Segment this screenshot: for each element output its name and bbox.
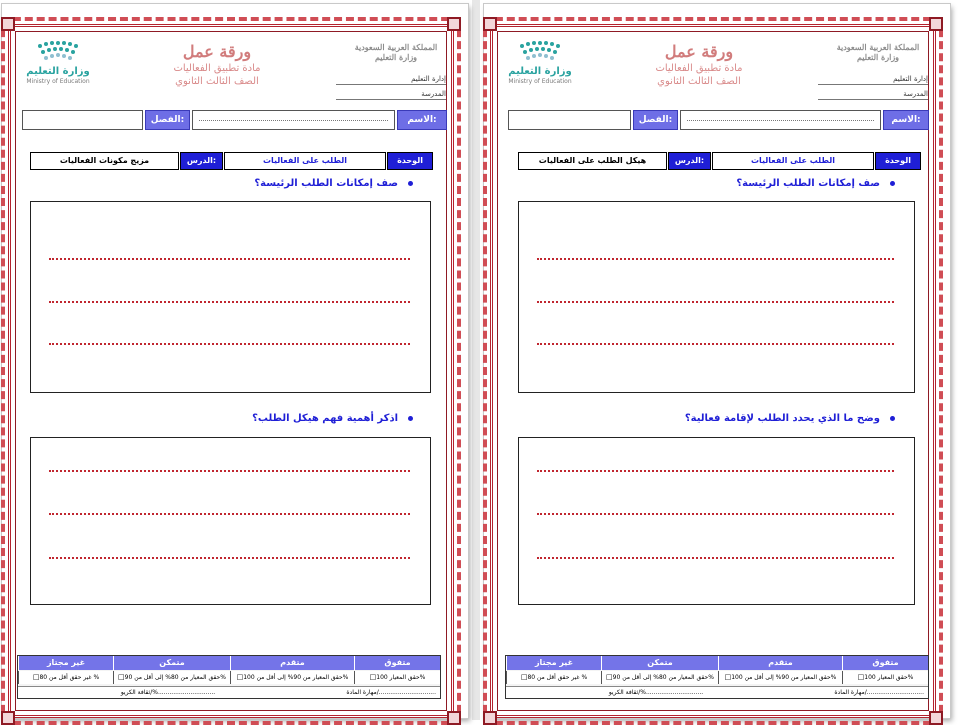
rubric-header-advanced: متقدم xyxy=(230,656,354,670)
rubric-header-advanced: متقدم xyxy=(718,656,842,670)
unit-value: الطلب على الفعاليات xyxy=(712,152,874,170)
unit-label: الوحدة xyxy=(387,152,433,170)
school-field[interactable]: المدرسة xyxy=(336,89,446,100)
rubric-footer-score: ثقافة الكريو/%.............................. xyxy=(18,686,318,698)
rubric-footer-score: ثقافة الكريو/%.............................. xyxy=(506,686,806,698)
subject-name: مادة تطبيق الفعاليات xyxy=(655,63,743,74)
worksheet-page-1 xyxy=(2,4,468,718)
lesson-label: الدرس: xyxy=(668,152,711,170)
grade-name: الصف الثالث الثانوي xyxy=(175,76,259,87)
rubric-header-excellent: متفوق xyxy=(354,656,440,670)
answer-box-2[interactable] xyxy=(518,437,915,605)
worksheet-header xyxy=(152,42,282,88)
question-2 xyxy=(252,413,413,424)
lesson-label: الدرس: xyxy=(180,152,223,170)
school-info xyxy=(336,74,446,104)
rubric-header-fail: غير مجتاز xyxy=(506,656,601,670)
ministry-logo-icon xyxy=(30,40,86,66)
ministry-line: وزارة التعليم xyxy=(856,52,900,62)
corner-ornament-icon xyxy=(929,17,943,31)
ministry-name-en: Ministry of Education xyxy=(508,78,572,85)
rubric-header-proficient: متمكن xyxy=(113,656,230,670)
ministry-logo-icon xyxy=(512,40,568,66)
question-1 xyxy=(254,178,413,189)
subject-name: مادة تطبيق الفعاليات xyxy=(173,63,261,74)
kingdom-emblem xyxy=(344,42,448,76)
corner-ornament-icon xyxy=(447,711,461,725)
worksheet-header xyxy=(634,42,764,88)
rubric-desc-fail[interactable]: □ غير حقق أقل من 80 % xyxy=(506,671,601,684)
corner-ornament-icon xyxy=(483,17,497,31)
rubric-desc-proficient[interactable]: □ حقق المعيار من 80% إلى أقل من 90% xyxy=(113,671,230,684)
answer-box-2[interactable] xyxy=(30,437,431,605)
lesson-value: مزيج مكونات الفعاليات xyxy=(30,152,179,170)
rubric-table xyxy=(505,655,929,699)
class-label: الفصل: xyxy=(145,110,190,130)
rubric-header-fail: غير مجتاز xyxy=(18,656,113,670)
worksheet-page-2 xyxy=(484,4,950,718)
question-2 xyxy=(685,413,895,424)
question-1 xyxy=(736,178,895,189)
corner-ornament-icon xyxy=(1,17,15,31)
bullet-icon xyxy=(408,416,413,421)
corner-ornament-icon xyxy=(447,17,461,31)
rubric-footer-skill: مهارة المادة/.............................. xyxy=(318,686,440,698)
grade-name: الصف الثالث الثانوي xyxy=(657,76,741,87)
ministry-name-en: Ministry of Education xyxy=(26,78,90,85)
kingdom-name: المملكة العربية السعودية xyxy=(836,42,920,52)
unit-value: الطلب على الفعاليات xyxy=(224,152,386,170)
answer-box-1[interactable] xyxy=(30,201,431,393)
name-input[interactable] xyxy=(192,110,395,130)
rubric-desc-proficient[interactable]: □ حقق المعيار من 80% إلى أقل من 90% xyxy=(601,671,718,684)
ministry-logo xyxy=(500,40,580,96)
name-input[interactable] xyxy=(680,110,881,130)
bullet-icon xyxy=(890,181,895,186)
class-label: الفصل: xyxy=(633,110,678,130)
name-label: الاسم: xyxy=(883,110,929,130)
question-1-text: صف إمكانات الطلب الرئيسة؟ xyxy=(736,178,880,189)
question-2-text: اذكر أهمية فهم هيكل الطلب؟ xyxy=(252,413,398,424)
corner-ornament-icon xyxy=(483,711,497,725)
name-label: الاسم: xyxy=(397,110,447,130)
unit-label: الوحدة xyxy=(875,152,921,170)
corner-ornament-icon xyxy=(1,711,15,725)
rubric-table xyxy=(17,655,441,699)
question-1-text: صف إمكانات الطلب الرئيسة؟ xyxy=(254,178,398,189)
rubric-header-proficient: متمكن xyxy=(601,656,718,670)
education-admin-field[interactable]: إدارة التعليم xyxy=(818,74,928,85)
kingdom-name: المملكة العربية السعودية xyxy=(354,42,438,52)
worksheet-title: ورقة عمل xyxy=(182,42,252,61)
ministry-name-ar: وزارة التعليم xyxy=(26,66,90,77)
rubric-footer-skill: مهارة المادة/.............................. xyxy=(806,686,928,698)
question-2-text: وضح ما الذي يحدد الطلب لإقامة فعالية؟ xyxy=(684,413,880,424)
school-info xyxy=(818,74,928,104)
rubric-desc-excellent[interactable]: □ حقق المعيار 100% xyxy=(842,671,928,684)
lesson-value: هيكل الطلب على الفعاليات xyxy=(518,152,667,170)
class-input[interactable] xyxy=(508,110,631,130)
page-separator xyxy=(472,0,480,720)
ministry-logo xyxy=(18,40,98,96)
kingdom-emblem xyxy=(826,42,930,76)
bullet-icon xyxy=(408,181,413,186)
corner-ornament-icon xyxy=(929,711,943,725)
rubric-desc-fail[interactable]: □ غير حقق أقل من 80 % xyxy=(18,671,113,684)
education-admin-field[interactable]: إدارة التعليم xyxy=(336,74,446,85)
worksheet-title: ورقة عمل xyxy=(664,42,734,61)
class-input[interactable] xyxy=(22,110,143,130)
ministry-line: وزارة التعليم xyxy=(374,52,418,62)
rubric-header-excellent: متفوق xyxy=(842,656,928,670)
bullet-icon xyxy=(890,416,895,421)
school-field[interactable]: المدرسة xyxy=(818,89,928,100)
rubric-desc-advanced[interactable]: □ حقق المعيار من 90% إلى أقل من 100% xyxy=(718,671,842,684)
ministry-name-ar: وزارة التعليم xyxy=(508,66,572,77)
rubric-desc-advanced[interactable]: □ حقق المعيار من 90% إلى أقل من 100% xyxy=(230,671,354,684)
rubric-desc-excellent[interactable]: □ حقق المعيار 100% xyxy=(354,671,440,684)
answer-box-1[interactable] xyxy=(518,201,915,393)
